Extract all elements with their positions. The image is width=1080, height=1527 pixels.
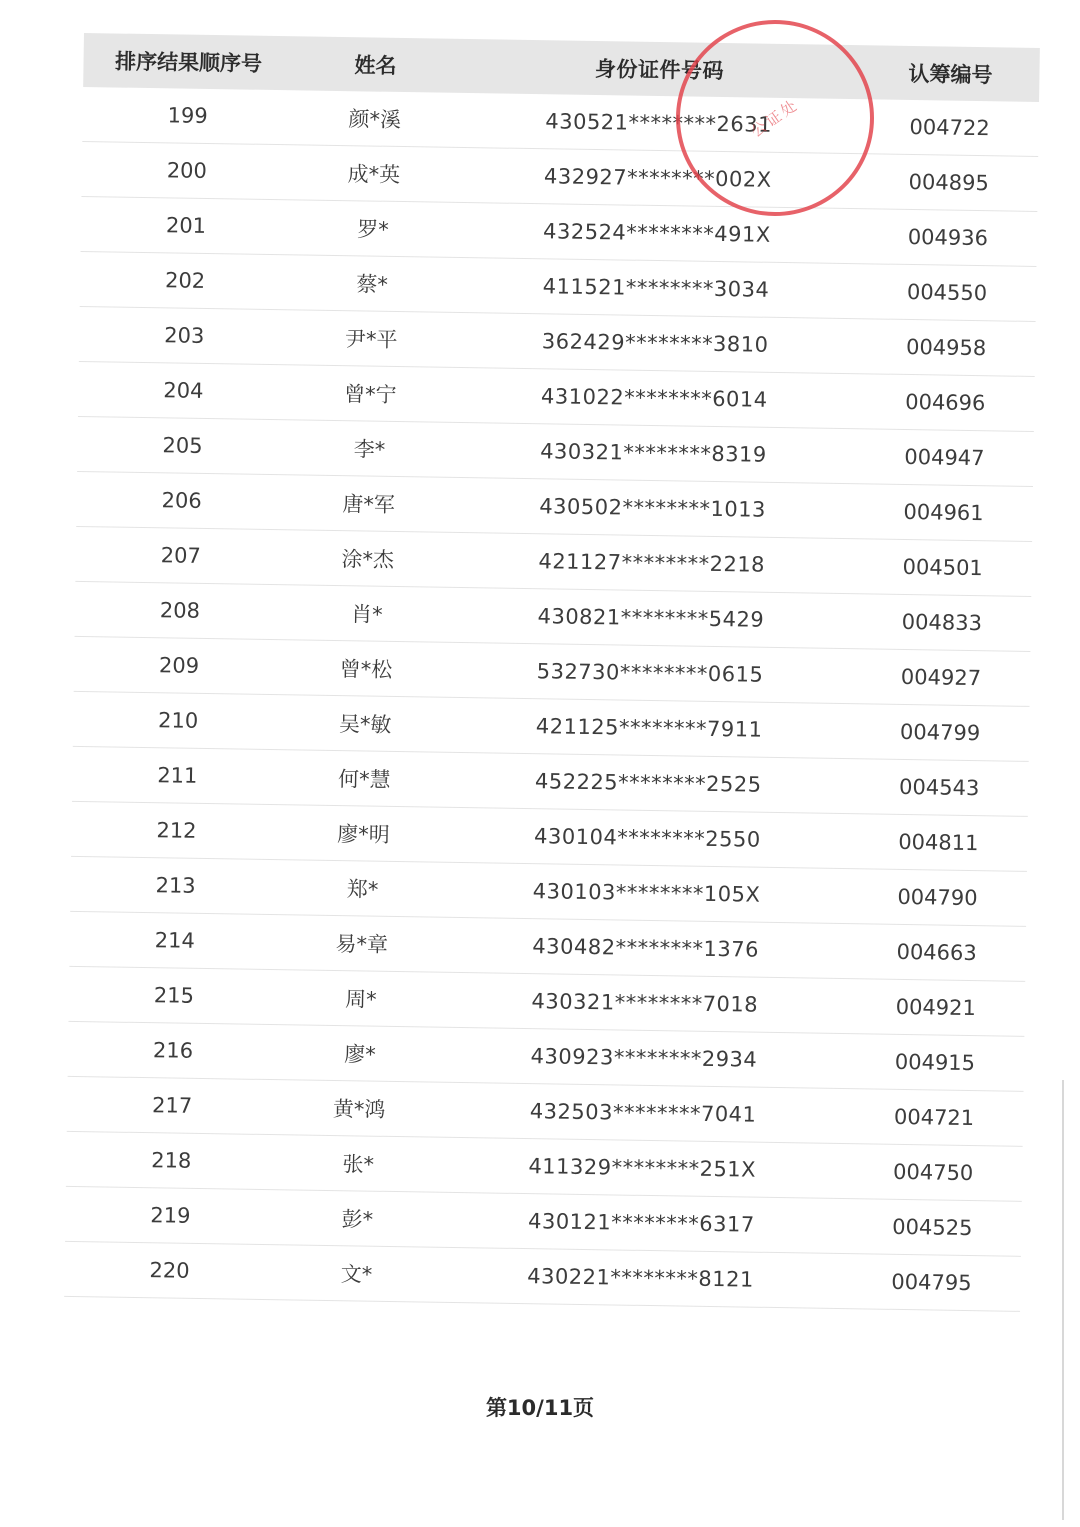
cell-name: 曾*松 xyxy=(339,657,393,682)
cell-id-number: 430923********2934 xyxy=(530,1044,758,1072)
scan-edge-line xyxy=(1062,1080,1064,1520)
cell-subscription-number: 004961 xyxy=(903,499,984,526)
cell-id-number: 362429********3810 xyxy=(541,329,769,357)
cell-subscription-number: 004799 xyxy=(899,719,981,746)
cell-name: 郑* xyxy=(346,877,379,902)
cell-id-number: 432524********491X xyxy=(542,219,771,247)
cell-order-number: 220 xyxy=(149,1258,190,1283)
cell-name: 曾*宁 xyxy=(343,382,397,407)
cell-id-number: 430821********5429 xyxy=(537,604,765,632)
cell-id-number: 430502********1013 xyxy=(539,494,767,522)
cell-name: 张* xyxy=(342,1152,375,1177)
cell-subscription-number: 004921 xyxy=(895,994,977,1021)
header-subscription-number: 认筹编号 xyxy=(908,61,993,88)
cell-id-number: 421125********7911 xyxy=(535,714,763,742)
cell-order-number: 219 xyxy=(150,1203,191,1228)
cell-name: 李* xyxy=(353,437,386,462)
cell-subscription-number: 004795 xyxy=(891,1269,972,1296)
cell-subscription-number: 004895 xyxy=(908,169,990,196)
cell-order-number: 208 xyxy=(159,598,201,623)
cell-order-number: 217 xyxy=(151,1093,193,1118)
cell-name: 黄*鸿 xyxy=(332,1097,386,1122)
cell-name: 蔡* xyxy=(356,272,389,297)
cell-name: 肖* xyxy=(350,602,383,627)
cell-name: 廖* xyxy=(344,1042,376,1067)
cell-id-number: 411329********251X xyxy=(528,1154,757,1182)
cell-subscription-number: 004750 xyxy=(892,1159,974,1186)
cell-subscription-number: 004501 xyxy=(902,554,983,581)
cell-order-number: 216 xyxy=(152,1038,194,1063)
table-body xyxy=(64,87,1039,1312)
cell-order-number: 201 xyxy=(165,213,207,238)
lottery-result-table xyxy=(64,33,1040,1312)
cell-id-number: 432927********002X xyxy=(543,164,772,192)
cell-subscription-number: 004543 xyxy=(898,774,980,801)
cell-name: 廖*明 xyxy=(337,822,390,847)
cell-order-number: 214 xyxy=(154,928,195,953)
cell-order-number: 209 xyxy=(158,653,200,678)
cell-id-number: 430221********8121 xyxy=(527,1264,754,1292)
cell-id-number: 421127********2218 xyxy=(538,549,766,577)
cell-subscription-number: 004790 xyxy=(897,884,978,911)
cell-order-number: 218 xyxy=(151,1148,192,1173)
cell-subscription-number: 004722 xyxy=(909,114,990,141)
cell-order-number: 207 xyxy=(160,543,202,568)
cell-name: 何*慧 xyxy=(337,767,391,792)
cell-order-number: 215 xyxy=(153,983,195,1008)
cell-id-number: 430121********6317 xyxy=(527,1209,755,1237)
cell-name: 颜*溪 xyxy=(348,107,402,132)
cell-name: 罗* xyxy=(357,217,389,242)
cell-subscription-number: 004721 xyxy=(893,1104,975,1131)
cell-name: 易*章 xyxy=(335,932,389,957)
cell-order-number: 199 xyxy=(167,103,208,128)
cell-order-number: 210 xyxy=(157,708,199,733)
cell-subscription-number: 004663 xyxy=(896,939,977,966)
cell-name: 尹*平 xyxy=(344,327,398,352)
cell-id-number: 430103********105X xyxy=(532,879,761,907)
cell-id-number: 452225********2525 xyxy=(534,769,762,797)
cell-name: 吴*敏 xyxy=(338,712,392,737)
cell-order-number: 200 xyxy=(166,158,208,183)
cell-id-number: 430104********2550 xyxy=(533,824,761,852)
cell-order-number: 213 xyxy=(155,873,196,898)
header-id-number: 身份证件号码 xyxy=(594,57,725,84)
cell-order-number: 202 xyxy=(164,268,206,293)
cell-id-number: 532730********0615 xyxy=(536,659,764,687)
cell-name: 文* xyxy=(340,1262,373,1287)
cell-subscription-number: 004833 xyxy=(901,609,983,636)
cell-id-number: 411521********3034 xyxy=(542,274,770,302)
cell-subscription-number: 004958 xyxy=(905,334,987,361)
cell-order-number: 204 xyxy=(163,378,204,403)
page-number: 第10/11页 xyxy=(485,1396,595,1420)
cell-order-number: 205 xyxy=(162,433,203,458)
cell-subscription-number: 004811 xyxy=(898,829,979,856)
cell-name: 成*英 xyxy=(347,162,401,187)
cell-name: 涂*杰 xyxy=(341,547,395,572)
cell-id-number: 432503********7041 xyxy=(529,1099,757,1127)
cell-subscription-number: 004525 xyxy=(892,1214,973,1241)
cell-id-number: 430321********8319 xyxy=(539,439,767,467)
seal-text: 公证处 xyxy=(747,95,803,141)
cell-name: 彭* xyxy=(341,1207,374,1232)
header-order-number: 排序结果顺序号 xyxy=(114,49,263,76)
cell-order-number: 203 xyxy=(164,323,205,348)
cell-subscription-number: 004936 xyxy=(907,224,989,251)
cell-subscription-number: 004696 xyxy=(905,389,986,416)
cell-id-number: 431022********6014 xyxy=(540,384,768,412)
cell-subscription-number: 004927 xyxy=(900,664,982,691)
cell-name: 唐*军 xyxy=(342,492,396,517)
header-name: 姓名 xyxy=(354,53,397,78)
cell-subscription-number: 004915 xyxy=(894,1049,976,1076)
cell-id-number: 430521********2631 xyxy=(545,109,773,137)
cell-order-number: 211 xyxy=(157,763,198,788)
cell-name: 周* xyxy=(344,987,377,1012)
cell-subscription-number: 004550 xyxy=(906,279,988,306)
cell-order-number: 206 xyxy=(161,488,202,513)
cell-subscription-number: 004947 xyxy=(904,444,985,471)
cell-order-number: 212 xyxy=(156,818,197,843)
cell-id-number: 430482********1376 xyxy=(532,934,760,962)
cell-id-number: 430321********7018 xyxy=(531,989,759,1017)
